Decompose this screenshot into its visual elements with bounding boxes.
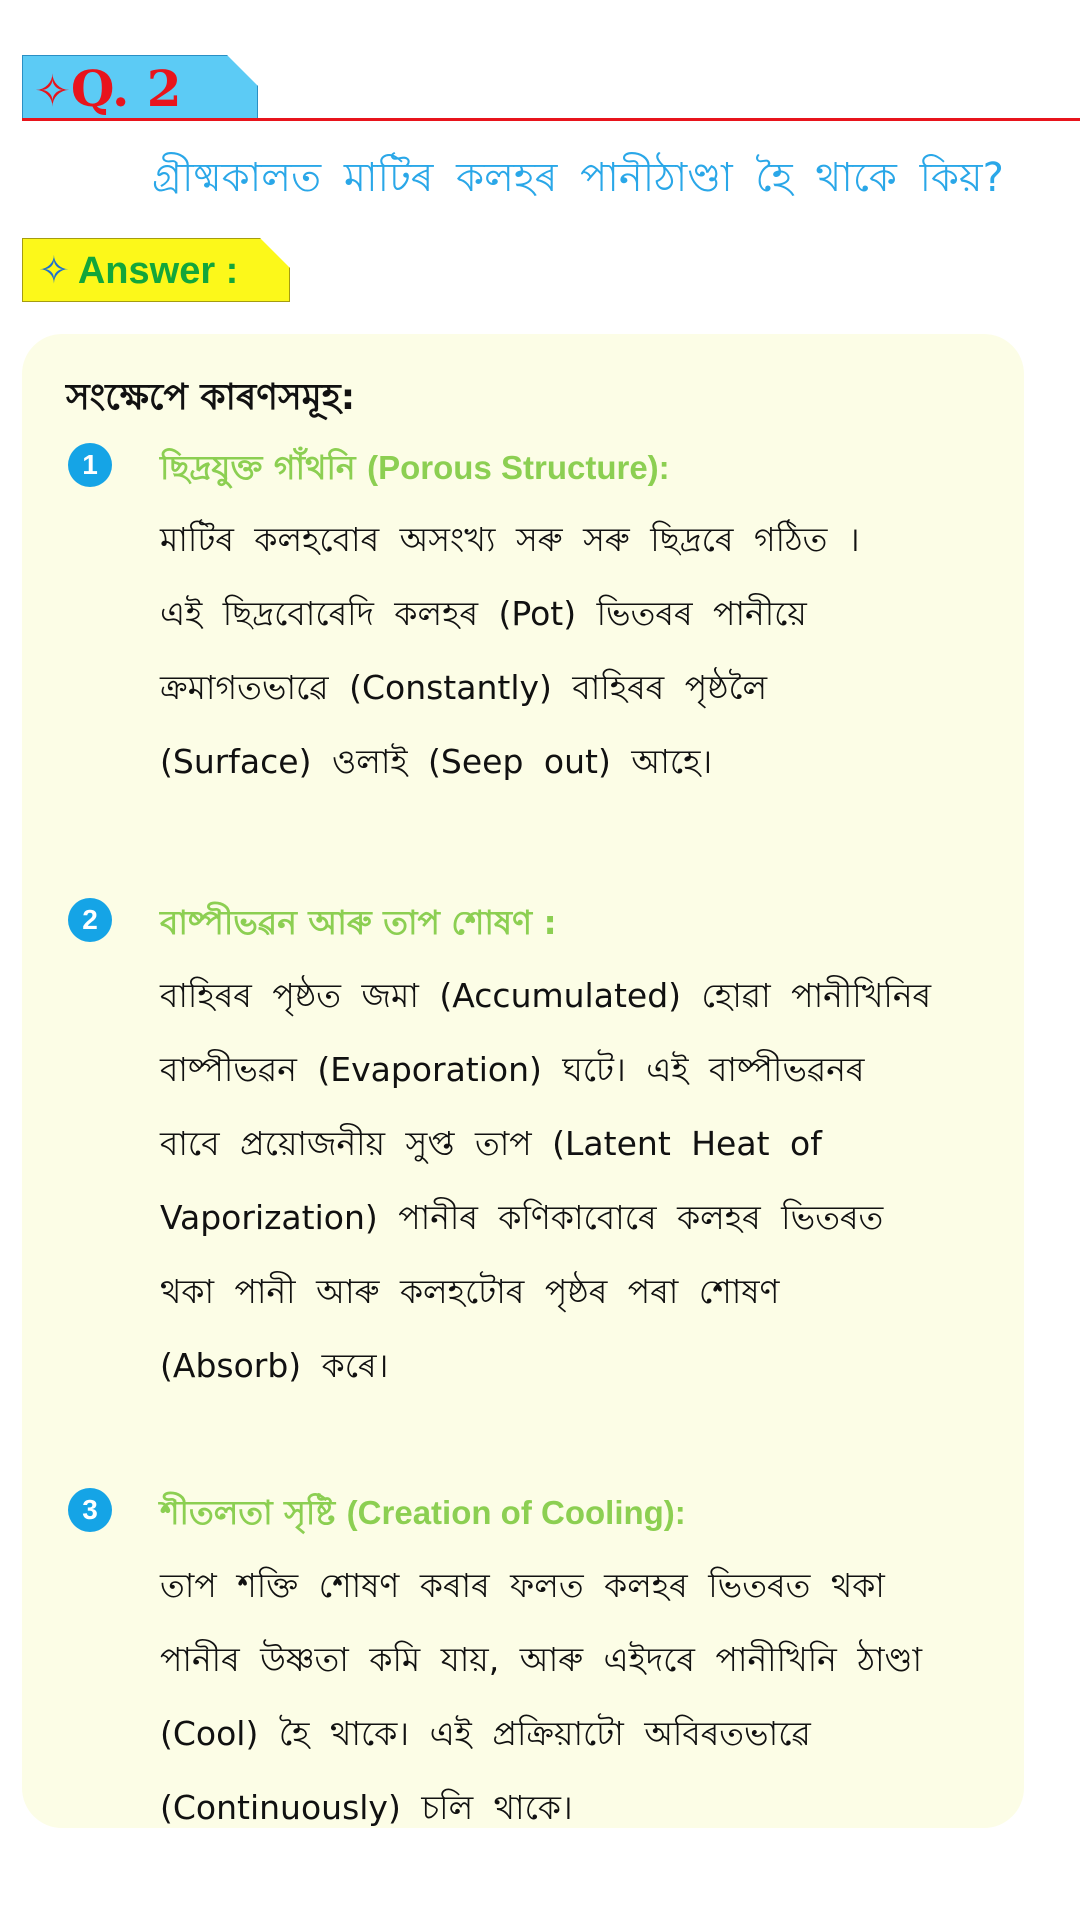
point-line: এই ছিদ্ৰবোৰেদি কলহৰ (Pot) ভিতৰৰ পানীয়ে — [160, 594, 807, 633]
answer-tag-label: Answer : — [77, 250, 239, 292]
point-line: ক্ৰমাগতভাৱে (Constantly) বাহিৰৰ পৃষ্ঠলৈ — [160, 668, 768, 707]
point-line: (Cool) হৈ থাকে। এই প্ৰক্ৰিয়াটো অবিৰতভাৱে — [160, 1714, 811, 1753]
point-title-assamese: বাষ্পীভৱন আৰু তাপ শোষণ : — [160, 903, 557, 942]
point-line: বাষ্পীভৱন (Evaporation) ঘটে। এই বাষ্পীভৱনৰ — [160, 1050, 865, 1089]
point-line: মাটিৰ কলহবোৰ অসংখ্য সৰু সৰু ছিদ্ৰৰে গঠিত । — [160, 520, 860, 559]
sparkle-icon: ✧ — [34, 66, 71, 117]
point-line: বাহিৰৰ পৃষ্ঠত জমা (Accumulated) হোৱা পানীখিনিৰ — [160, 976, 932, 1015]
point-title-assamese: শীতলতা সৃষ্টি — [160, 1493, 336, 1532]
point-title-english: (Creation of Cooling): — [346, 1494, 686, 1531]
point-number-badge: 3 — [68, 1488, 112, 1532]
point-number-badge: 2 — [68, 898, 112, 942]
point-title — [160, 897, 557, 953]
question-tag-label: Q. 2 — [70, 59, 182, 118]
answer-tag — [38, 240, 238, 302]
point-line: Vaporization) পানীৰ কণিকাবোৰে কলহৰ ভিতৰত — [160, 1198, 884, 1237]
point-title-assamese: ছিদ্ৰযুক্ত গাঁথনি — [160, 448, 356, 487]
point-line: (Surface) ওলাই (Seep out) আহে। — [160, 742, 713, 781]
point-title — [160, 1487, 686, 1543]
point-title — [160, 442, 670, 498]
point-line: বাবে প্ৰয়োজনীয় সুপ্ত তাপ (Latent Heat of — [160, 1124, 822, 1163]
point-number-badge: 1 — [68, 443, 112, 487]
point-line: (Absorb) কৰে। — [160, 1346, 389, 1385]
question-text: গ্ৰীষ্মকালত মাটিৰ কলহৰ পানীঠাণ্ডা হৈ থাকে কিয়? — [152, 155, 1004, 201]
point-line: (Continuously) চলি থাকে। — [160, 1788, 573, 1827]
point-line: তাপ শক্তি শোষণ কৰাৰ ফলত কলহৰ ভিতৰত থকা — [160, 1566, 885, 1605]
point-line: পানীৰ উষ্ণতা কমি যায়, আৰু এইদৰে পানীখিনি ঠাণ্ডা — [160, 1640, 923, 1679]
answer-heading: সংক্ষেপে কাৰণসমূহ: — [66, 377, 356, 418]
question-tag — [34, 56, 182, 120]
question-divider — [22, 118, 1080, 121]
sparkle-icon: ✧ — [38, 250, 70, 292]
point-line: থকা পানী আৰু কলহটোৰ পৃষ্ঠৰ পৰা শোষণ — [160, 1272, 780, 1311]
point-title-english: (Porous Structure): — [367, 449, 670, 486]
